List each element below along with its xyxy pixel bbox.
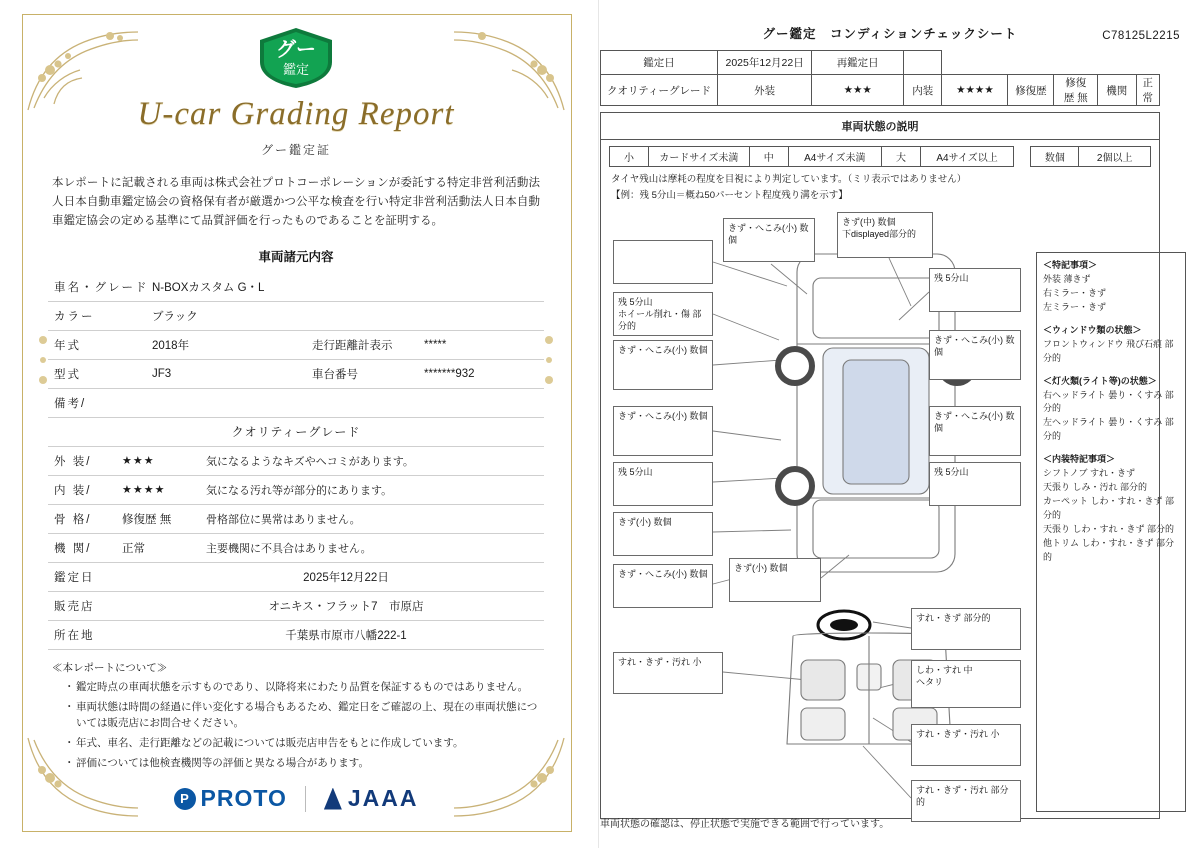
sheet-code: C78125L2215 xyxy=(1102,30,1180,42)
note-line: フロントウィンドウ 飛び石痕 部分的 xyxy=(1043,338,1174,363)
sheet-header xyxy=(594,18,1186,42)
table-row xyxy=(601,51,1160,75)
callout-box: きず・へこみ(小) 数個 xyxy=(929,330,1021,380)
callout-box: 残 5分山 ホイール削れ・傷 部分的 xyxy=(613,292,713,336)
table-row xyxy=(601,75,1160,106)
proto-mark-icon: P xyxy=(174,788,196,810)
callout-box: きず・へこみ(小) 数個 xyxy=(613,406,713,456)
grade-label: 骨 格/ xyxy=(54,513,92,526)
cell-label-repair: 修復歴 xyxy=(1008,75,1054,106)
callout-box: すれ・きず・汚れ 小 xyxy=(911,724,1021,766)
info-label: 鑑定日 xyxy=(54,571,95,584)
spec-row-type xyxy=(48,360,544,389)
quality-grade-title: クオリティーグレード xyxy=(48,418,544,447)
callout-box: すれ・きず・汚れ 部分的 xyxy=(911,780,1021,822)
note-line: カーペット しわ・すれ・きず 部分的 xyxy=(1043,496,1175,520)
spec-label: カラー xyxy=(54,310,95,323)
callout-box xyxy=(613,240,713,284)
spec-label: 車名・グレード xyxy=(54,281,149,294)
note-item: ・ 鑑定時点の車両状態を示すものであり、以降将来にわたり品質を保証するものではありません。 xyxy=(66,679,540,696)
callout-box: 残 5分山 xyxy=(613,462,713,506)
spec-label: 年式 xyxy=(54,339,81,352)
header-table xyxy=(600,50,1160,106)
grade-label: 外 装/ xyxy=(54,455,92,468)
grade-text: 気になる汚れ等が部分的にあります。 xyxy=(206,484,393,497)
page-subtitle: グー鑑定証 xyxy=(260,143,331,157)
sheet-footer-note: 車両状態の確認は、停止状態で実施できる範囲で行っています。 xyxy=(600,819,890,830)
info-value: 2025年12月22日 xyxy=(303,571,389,584)
grade-text: 主要機関に不具合はありません。 xyxy=(206,542,372,555)
callout-box: きず・へこみ(小) 数個 xyxy=(613,564,713,608)
grade-stars: ★★★ xyxy=(122,455,155,468)
note-line: 天張り しわ・すれ・きず 部分的 xyxy=(1043,523,1175,534)
page-title: U-car Grading Report xyxy=(137,96,455,132)
callout-box: きず(小) 数個 xyxy=(729,558,821,602)
spec-row-color xyxy=(48,302,544,331)
spec-value-chassis: *******932 xyxy=(424,367,475,380)
note-group-interior xyxy=(1043,453,1179,565)
spec-label: 型式 xyxy=(54,368,81,381)
grade-text: 骨格部位に異常はありません。 xyxy=(206,513,361,526)
spec-value: N-BOXカスタム G・L xyxy=(152,281,265,294)
cell-value-date: 2025年12月22日 xyxy=(717,51,811,75)
cell-label-redate: 再鑑定日 xyxy=(812,51,904,75)
info-value: オニキス・フラット7 市原店 xyxy=(268,600,424,613)
condition-box xyxy=(600,112,1175,819)
note-group-heading: ＜灯火類(ライト等)の状態＞ xyxy=(1043,375,1157,386)
count-legend-table xyxy=(1030,146,1151,167)
jaaa-logo xyxy=(324,785,419,812)
size-key-medium: 中 xyxy=(749,147,788,167)
note-line: 左ヘッドライト 曇り・くすみ 部分的 xyxy=(1043,417,1174,442)
grade-value: 正常 xyxy=(122,542,145,555)
info-value: 千葉県市原市八幡222-1 xyxy=(285,629,407,642)
spec-row-model xyxy=(48,273,544,302)
note-group-lights xyxy=(1043,375,1179,445)
condition-check-sheet xyxy=(590,0,1200,848)
table-row xyxy=(1031,147,1151,167)
note-group-window xyxy=(1043,324,1179,366)
size-val-medium: A4サイズ未満 xyxy=(788,147,881,167)
intro-text: 本レポートに記載される車両は株式会社プロトコーポレーションが委託する特定非営利活動法人日本自動車鑑定協会の資格保有者が厳選かつ公平な検査を行い特定非営利活動法人日本自動車鑑定協会の定める基準にて品質評価を行ったものであることを証明する。 xyxy=(52,177,540,227)
spec-value-mileage: ***** xyxy=(424,338,447,351)
note-group-heading: ＜特記事項＞ xyxy=(1043,260,1098,270)
callout-box: しわ・すれ 中 ヘタリ xyxy=(911,660,1021,708)
sheet-title: グー鑑定 コンディションチェックシート xyxy=(762,27,1018,41)
note-group-special xyxy=(1043,259,1179,315)
callout-box: すれ・きず・汚れ 小 xyxy=(613,652,723,694)
cell-value-engine: 正常 xyxy=(1136,75,1160,106)
svg-text:グー: グー xyxy=(276,39,316,61)
grade-text: 気になるようなキズやヘコミがあります。 xyxy=(206,455,414,468)
callout-box: きず・へこみ(小) 数個 xyxy=(723,218,815,262)
spec-table xyxy=(48,273,544,650)
goo-kantei-badge-icon xyxy=(254,26,338,90)
cell-label-interior: 内装 xyxy=(904,75,942,106)
spec-label-chassis: 車台番号 xyxy=(312,368,358,381)
callout-box: きず・へこみ(小) 数個 xyxy=(613,340,713,390)
certificate-panel xyxy=(0,0,590,848)
count-key: 数個 xyxy=(1031,147,1079,167)
cell-label-quality: クオリティーグレード xyxy=(601,75,718,106)
special-notes-panel xyxy=(1036,252,1186,812)
callout-box: すれ・きず 部分的 xyxy=(911,608,1021,650)
note-line: 右ヘッドライト 曇り・くすみ 部分的 xyxy=(1043,389,1174,414)
spec-label-mileage: 走行距離計表示 xyxy=(312,339,393,352)
cell-label-engine: 機関 xyxy=(1098,75,1136,106)
note-item: ・ 評価については他検査機関等の評価と異なる場合があります。 xyxy=(66,755,540,772)
size-legend-table xyxy=(609,146,1014,167)
grade-row-exterior xyxy=(48,447,544,476)
notes-block xyxy=(52,660,540,772)
note-line: シフトノブ すれ・きず xyxy=(1043,468,1135,479)
condition-title: 車両状態の説明 xyxy=(601,113,1159,140)
callout-box: 残 5分山 xyxy=(929,268,1021,312)
proto-logo-text: PROTO xyxy=(200,785,287,811)
cell-label-date: 鑑定日 xyxy=(601,51,718,75)
note-line: 天張り しみ・汚れ 部分的 xyxy=(1043,482,1148,493)
note-line: 左ミラー・きず xyxy=(1043,301,1107,312)
jaaa-mark-icon xyxy=(324,788,342,810)
size-key-small: 小 xyxy=(610,147,649,167)
grade-label: 機 関/ xyxy=(54,542,92,555)
note-item: ・ 年式、車名、走行距離などの記載については販売店申告をもとに作成しています。 xyxy=(66,735,540,752)
note-line: 他トリム しわ・すれ・きず 部分的 xyxy=(1043,537,1175,562)
size-key-large: 大 xyxy=(881,147,920,167)
tire-note-1: タイヤ残山は摩耗の程度を目視により判定しています。（ミリ表示ではありません） xyxy=(611,174,967,185)
spec-row-year xyxy=(48,331,544,360)
size-val-large: A4サイズ以上 xyxy=(920,147,1013,167)
note-line: 右ミラー・きず xyxy=(1043,287,1107,298)
callout-box: きず(小) 数個 xyxy=(613,512,713,556)
info-row-dealer xyxy=(48,592,544,621)
cell-value-exterior: ★★★ xyxy=(812,75,904,106)
size-val-small: カードサイズ未満 xyxy=(648,147,749,167)
spec-section-title: 車両諸元内容 xyxy=(258,249,334,264)
spec-value: JF3 xyxy=(152,367,172,380)
spec-value: ブラック xyxy=(152,310,198,323)
grade-value: 修復歴 無 xyxy=(122,513,172,526)
tire-note-2: 【例：残 5分山＝概ね50パーセント程度残り溝を示す】 xyxy=(611,190,848,202)
jaaa-logo-text: JAAA xyxy=(347,785,419,811)
brand-divider xyxy=(305,786,306,812)
info-row-date xyxy=(48,563,544,592)
brand-bar xyxy=(30,785,562,812)
info-label: 所在地 xyxy=(54,629,95,642)
info-label: 販売店 xyxy=(54,600,95,613)
count-val: 2個以上 xyxy=(1079,147,1151,167)
callout-box: きず(中) 数個 下displayed部分的 xyxy=(837,212,933,258)
grade-row-interior xyxy=(48,476,544,505)
info-row-address xyxy=(48,621,544,650)
spec-row-remarks xyxy=(48,389,544,418)
size-legend xyxy=(601,140,1159,171)
callout-box: きず・へこみ(小) 数個 xyxy=(929,406,1021,456)
table-row xyxy=(610,147,1014,167)
note-group-heading: ＜内装特記事項＞ xyxy=(1043,454,1116,465)
svg-text:鑑定: 鑑定 xyxy=(282,62,310,77)
note-group-heading: ＜ウィンドウ類の状態＞ xyxy=(1043,324,1142,335)
grade-stars: ★★★★ xyxy=(122,484,166,497)
grade-label: 内 装/ xyxy=(54,484,92,497)
grade-row-frame xyxy=(48,505,544,534)
note-line: 外装 薄きず xyxy=(1043,273,1091,284)
grade-row-engine xyxy=(48,534,544,563)
notes-title: ≪本レポートについて≫ xyxy=(52,661,168,674)
spec-value: 2018年 xyxy=(152,339,190,352)
proto-logo xyxy=(174,785,287,812)
cell-value-interior: ★★★★ xyxy=(942,75,1008,106)
callout-box: 残 5分山 xyxy=(929,462,1021,506)
cell-value-repair: 修復歴 無 xyxy=(1054,75,1098,106)
cell-value-redate xyxy=(904,51,942,75)
spec-label: 備考/ xyxy=(54,397,87,410)
cell-label-exterior: 外装 xyxy=(717,75,811,106)
note-item: ・ 車両状態は時間の経過に伴い変化する場合もあるため、鑑定日をご確認の上、現在の車両状態については販売店にお問合せください。 xyxy=(66,699,540,733)
